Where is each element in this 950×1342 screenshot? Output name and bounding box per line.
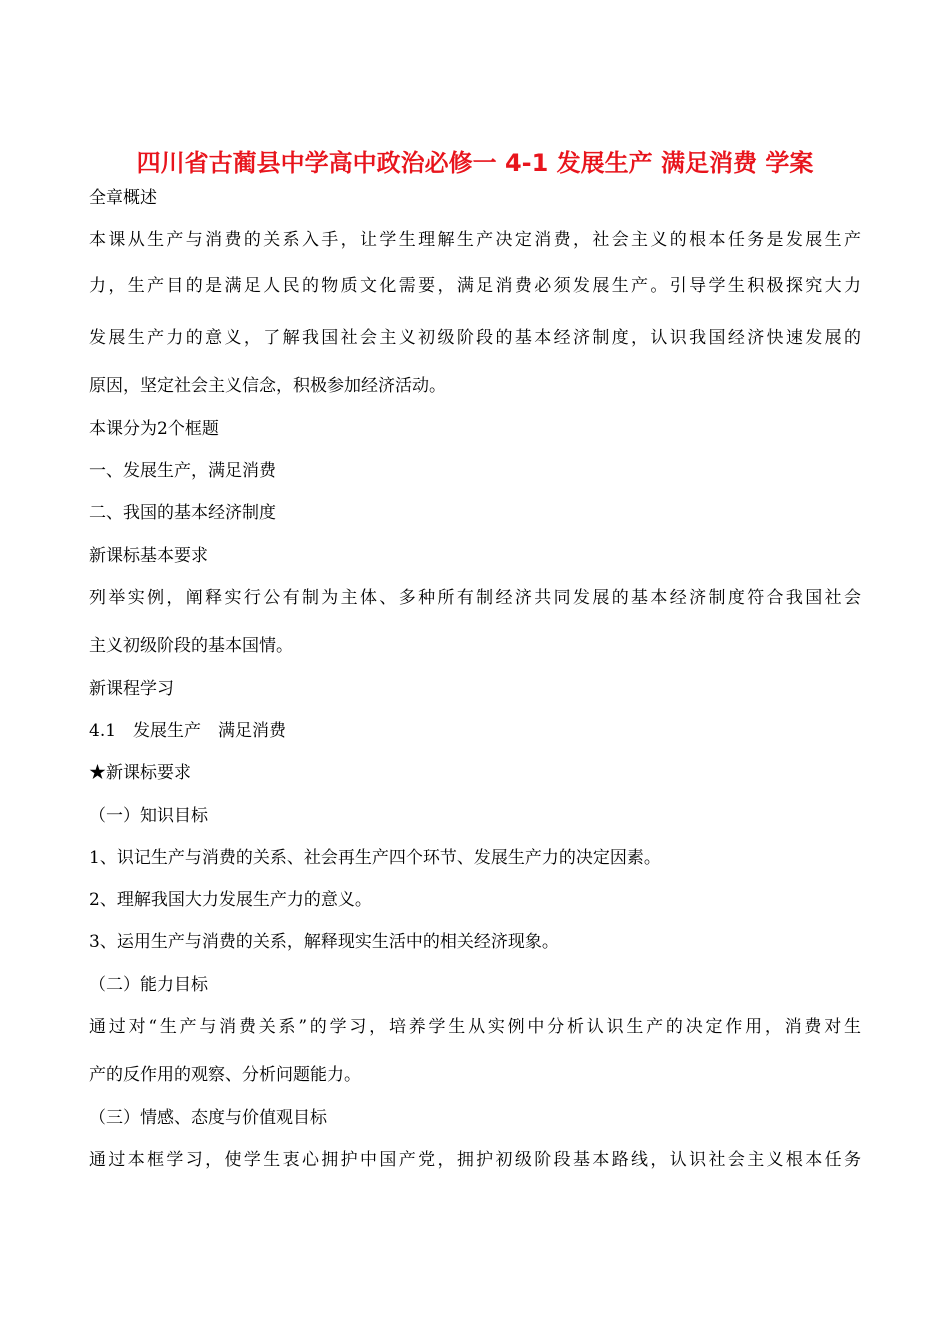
ability-heading: （二）能力目标 [89, 975, 208, 995]
course-heading: 新课程学习 [89, 679, 174, 699]
overview-line-2: 力，生产目的是满足人民的物质文化需要，满足消费必须发展生产。引导学生积极探究大力 [89, 276, 861, 296]
section-title: 4.1 发展生产 满足消费 [89, 721, 287, 741]
standards-line-2: 主义初级阶段的基本国情。 [89, 636, 293, 656]
requirements-heading: ★新课标要求 [89, 763, 191, 783]
frame-2: 二、我国的基本经济制度 [89, 503, 276, 523]
standards-heading: 新课标基本要求 [89, 546, 208, 566]
document-title: 四川省古蔺县中学高中政治必修一 4-1 发展生产 满足消费 学案 [136, 149, 814, 177]
standards-line-1: 列举实例，阐释实行公有制为主体、多种所有制经济共同发展的基本经济制度符合我国社会 [89, 588, 861, 608]
frame-1: 一、发展生产，满足消费 [89, 461, 276, 481]
emotion-heading: （三）情感、态度与价值观目标 [89, 1108, 327, 1128]
overview-line-4: 原因，坚定社会主义信念，积极参加经济活动。 [89, 376, 446, 396]
knowledge-heading: （一）知识目标 [89, 806, 208, 826]
overview-line-1: 本课从生产与消费的关系入手，让学生理解生产决定消费，社会主义的根本任务是发展生产 [89, 230, 861, 250]
overview-line-3: 发展生产力的意义，了解我国社会主义初级阶段的基本经济制度，认识我国经济快速发展的 [89, 328, 861, 348]
knowledge-item-1: 1、识记生产与消费的关系、社会再生产四个环节、发展生产力的决定因素。 [89, 848, 661, 868]
division-text: 本课分为2个框题 [89, 419, 219, 439]
ability-line-2: 产的反作用的观察、分析问题能力。 [89, 1065, 361, 1085]
overview-heading: 全章概述 [89, 188, 157, 208]
knowledge-item-3: 3、运用生产与消费的关系，解释现实生活中的相关经济现象。 [89, 932, 559, 952]
ability-line-1: 通过对“生产与消费关系”的学习，培养学生从实例中分析认识生产的决定作用，消费对生 [89, 1017, 861, 1037]
emotion-line-1: 通过本框学习，使学生衷心拥护中国产党，拥护初级阶段基本路线，认识社会主义根本任务 [89, 1150, 861, 1170]
knowledge-item-2: 2、理解我国大力发展生产力的意义。 [89, 890, 372, 910]
